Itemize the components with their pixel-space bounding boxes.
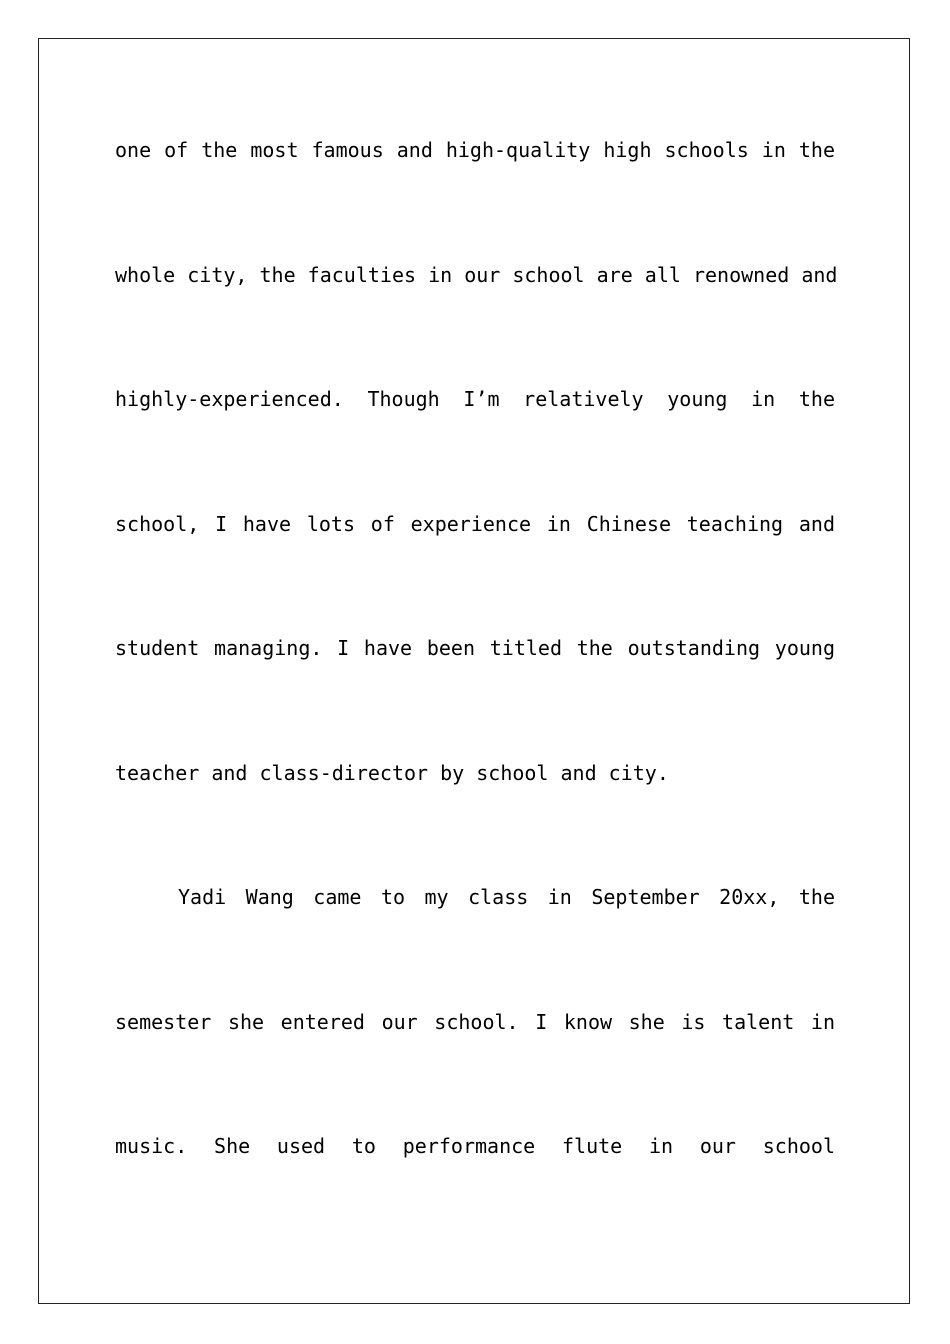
paragraph-line: semester she entered our school. I know she is talent in (115, 1009, 835, 1034)
paragraph-line: music. She used to performance flute in our school (115, 1134, 835, 1158)
paragraph-line: highly-experienced. Though I’m relatively young in the (115, 387, 835, 411)
paragraph-line: one of the most famous and high-quality high schools in the (115, 138, 835, 162)
paragraph-line: student managing. I have been titled the outstanding young (115, 636, 835, 660)
document-body (115, 108, 838, 1229)
paragraph-line: teacher and class-director by school and city. (115, 760, 669, 785)
paragraph-line: whole city, the faculties in our school are all renowned and (115, 262, 838, 287)
paragraph-line: Yadi Wang came to my class in September 20xx, the (178, 885, 835, 909)
paragraph-line: school, I have lots of experience in Chinese teaching and (115, 511, 835, 536)
